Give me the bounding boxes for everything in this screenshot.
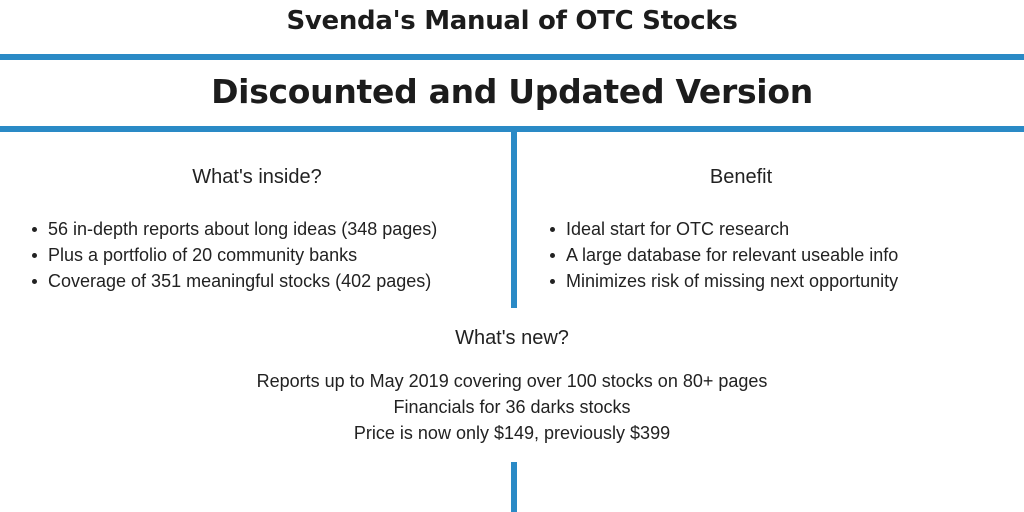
list-item: Minimizes risk of missing next opportunity (548, 268, 898, 294)
whats-new-line: Financials for 36 darks stocks (393, 397, 631, 417)
whats-new-line: Price is now only $149, previously $399 (353, 423, 671, 443)
list-item: Ideal start for OTC research (548, 216, 898, 242)
list-item: Coverage of 351 meaningful stocks (402 pages) (30, 268, 437, 294)
list-item: 56 in-depth reports about long ideas (348 pages) (30, 216, 437, 242)
inside-heading: What's inside? (192, 166, 322, 188)
benefit-list (548, 216, 898, 294)
page-title: Svenda's Manual of OTC Stocks (286, 6, 738, 36)
benefit-heading: Benefit (709, 166, 773, 188)
list-item: A large database for relevant useable info (548, 242, 898, 268)
list-item: Plus a portfolio of 20 community banks (30, 242, 437, 268)
page-subtitle: Discounted and Updated Version (211, 72, 813, 111)
whats-new-lines (0, 368, 1024, 446)
inside-list (30, 216, 437, 294)
whats-new-line: Reports up to May 2019 covering over 100 stocks on 80+ pages (256, 371, 768, 391)
top-divider (0, 54, 1024, 60)
bottom-divider (511, 462, 517, 512)
column-divider (511, 132, 517, 308)
whats-new-heading: What's new? (455, 327, 569, 349)
